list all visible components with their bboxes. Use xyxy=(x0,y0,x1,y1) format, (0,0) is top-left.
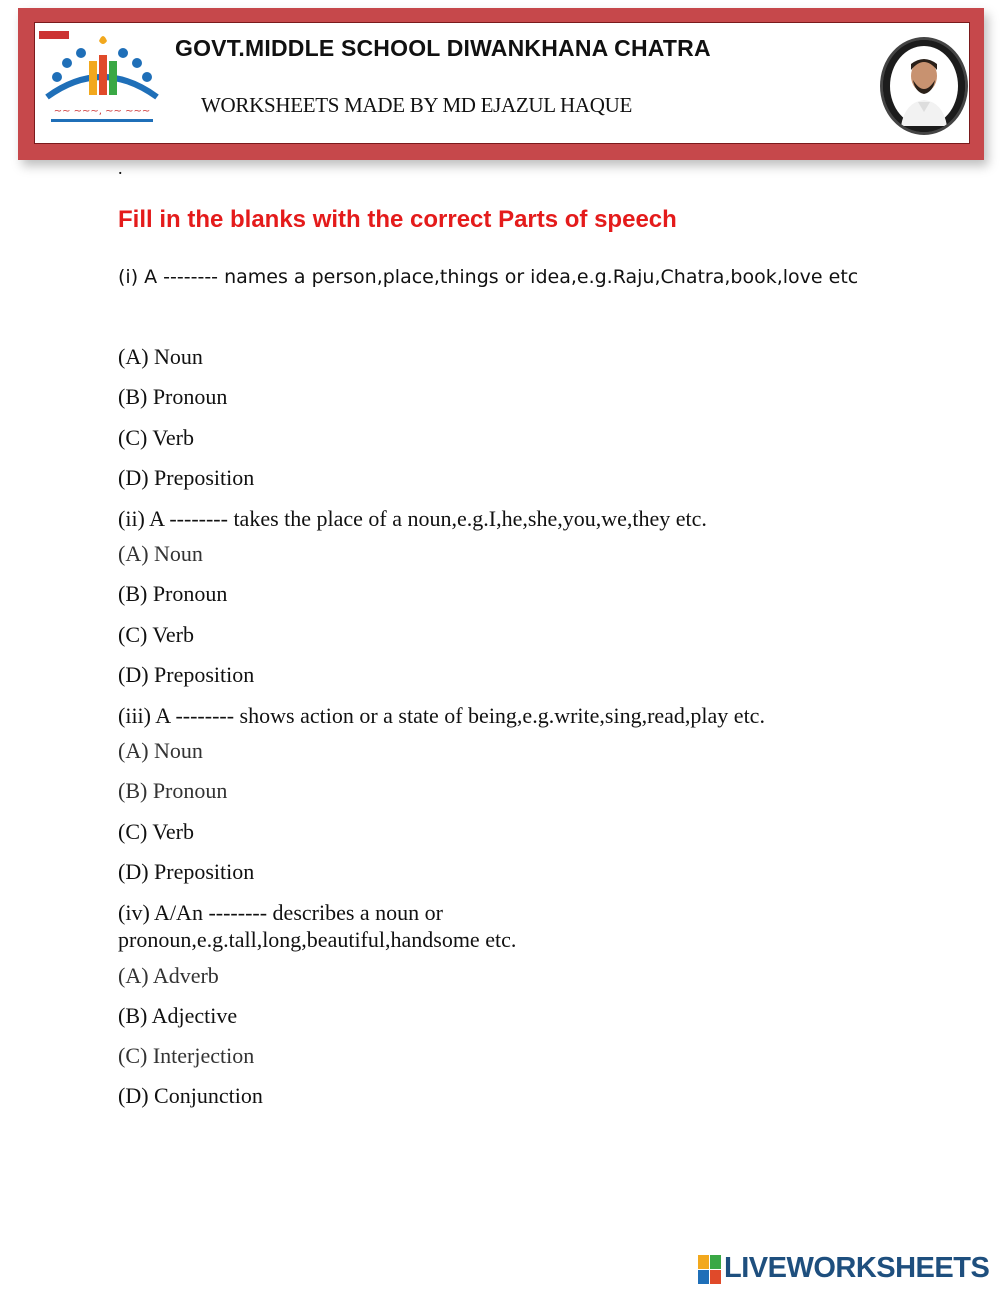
q1-option-d[interactable]: (D) Preposition xyxy=(118,465,255,490)
liveworksheets-brand[interactable]: LIVEWORKSHEETS xyxy=(724,1252,990,1284)
q4-option-a[interactable]: (A) Adverb xyxy=(118,963,219,988)
stray-dot: . xyxy=(118,158,123,178)
q4-option-d[interactable]: (D) Conjunction xyxy=(118,1083,263,1108)
header-banner xyxy=(18,8,984,160)
worksheet-author: WORKSHEETS MADE BY MD EJAZUL HAQUE xyxy=(201,93,632,117)
q4-option-c[interactable]: (C) Interjection xyxy=(118,1043,255,1068)
liveworksheets-logo-icon xyxy=(698,1254,722,1286)
q2-option-c[interactable]: (C) Verb xyxy=(118,622,194,647)
q3-option-c[interactable]: (C) Verb xyxy=(118,819,194,844)
question-2-text: (ii) A -------- takes the place of a noun,e.g.I,he,she,you,we,they etc. xyxy=(118,506,707,531)
q2-option-b[interactable]: (B) Pronoun xyxy=(118,581,228,606)
q4-option-b[interactable]: (B) Adjective xyxy=(118,1003,238,1028)
school-logo xyxy=(37,27,167,127)
q1-option-b[interactable]: (B) Pronoun xyxy=(118,384,228,409)
school-name: GOVT.MIDDLE SCHOOL DIWANKHANA CHATRA xyxy=(175,35,711,61)
q3-option-a[interactable]: (A) Noun xyxy=(118,738,203,763)
worksheet-heading: Fill in the blanks with the correct Parts of speech xyxy=(118,206,677,233)
q1-option-c[interactable]: (C) Verb xyxy=(118,425,194,450)
q3-option-d[interactable]: (D) Preposition xyxy=(118,859,255,884)
header-panel xyxy=(34,22,970,144)
q2-option-a[interactable]: (A) Noun xyxy=(118,541,203,566)
question-4-text-line-1: (iv) A/An -------- describes a noun or xyxy=(118,900,443,925)
q1-option-a[interactable]: (A) Noun xyxy=(118,344,203,369)
question-1-text: (i) A -------- names a person,place,things or idea,e.g.Raju,Chatra,book,love etc xyxy=(118,266,859,288)
q3-option-b[interactable]: (B) Pronoun xyxy=(118,778,228,803)
svg-text:~~ ~~~, ~~ ~~~: ~~ ~~~, ~~ ~~~ xyxy=(53,106,151,117)
question-4-text-line-2: pronoun,e.g.tall,long,beautiful,handsome etc. xyxy=(118,927,517,952)
q2-option-d[interactable]: (D) Preposition xyxy=(118,662,255,687)
author-photo xyxy=(880,37,968,135)
question-3-text: (iii) A -------- shows action or a state of being,e.g.write,sing,read,play etc. xyxy=(118,703,765,728)
